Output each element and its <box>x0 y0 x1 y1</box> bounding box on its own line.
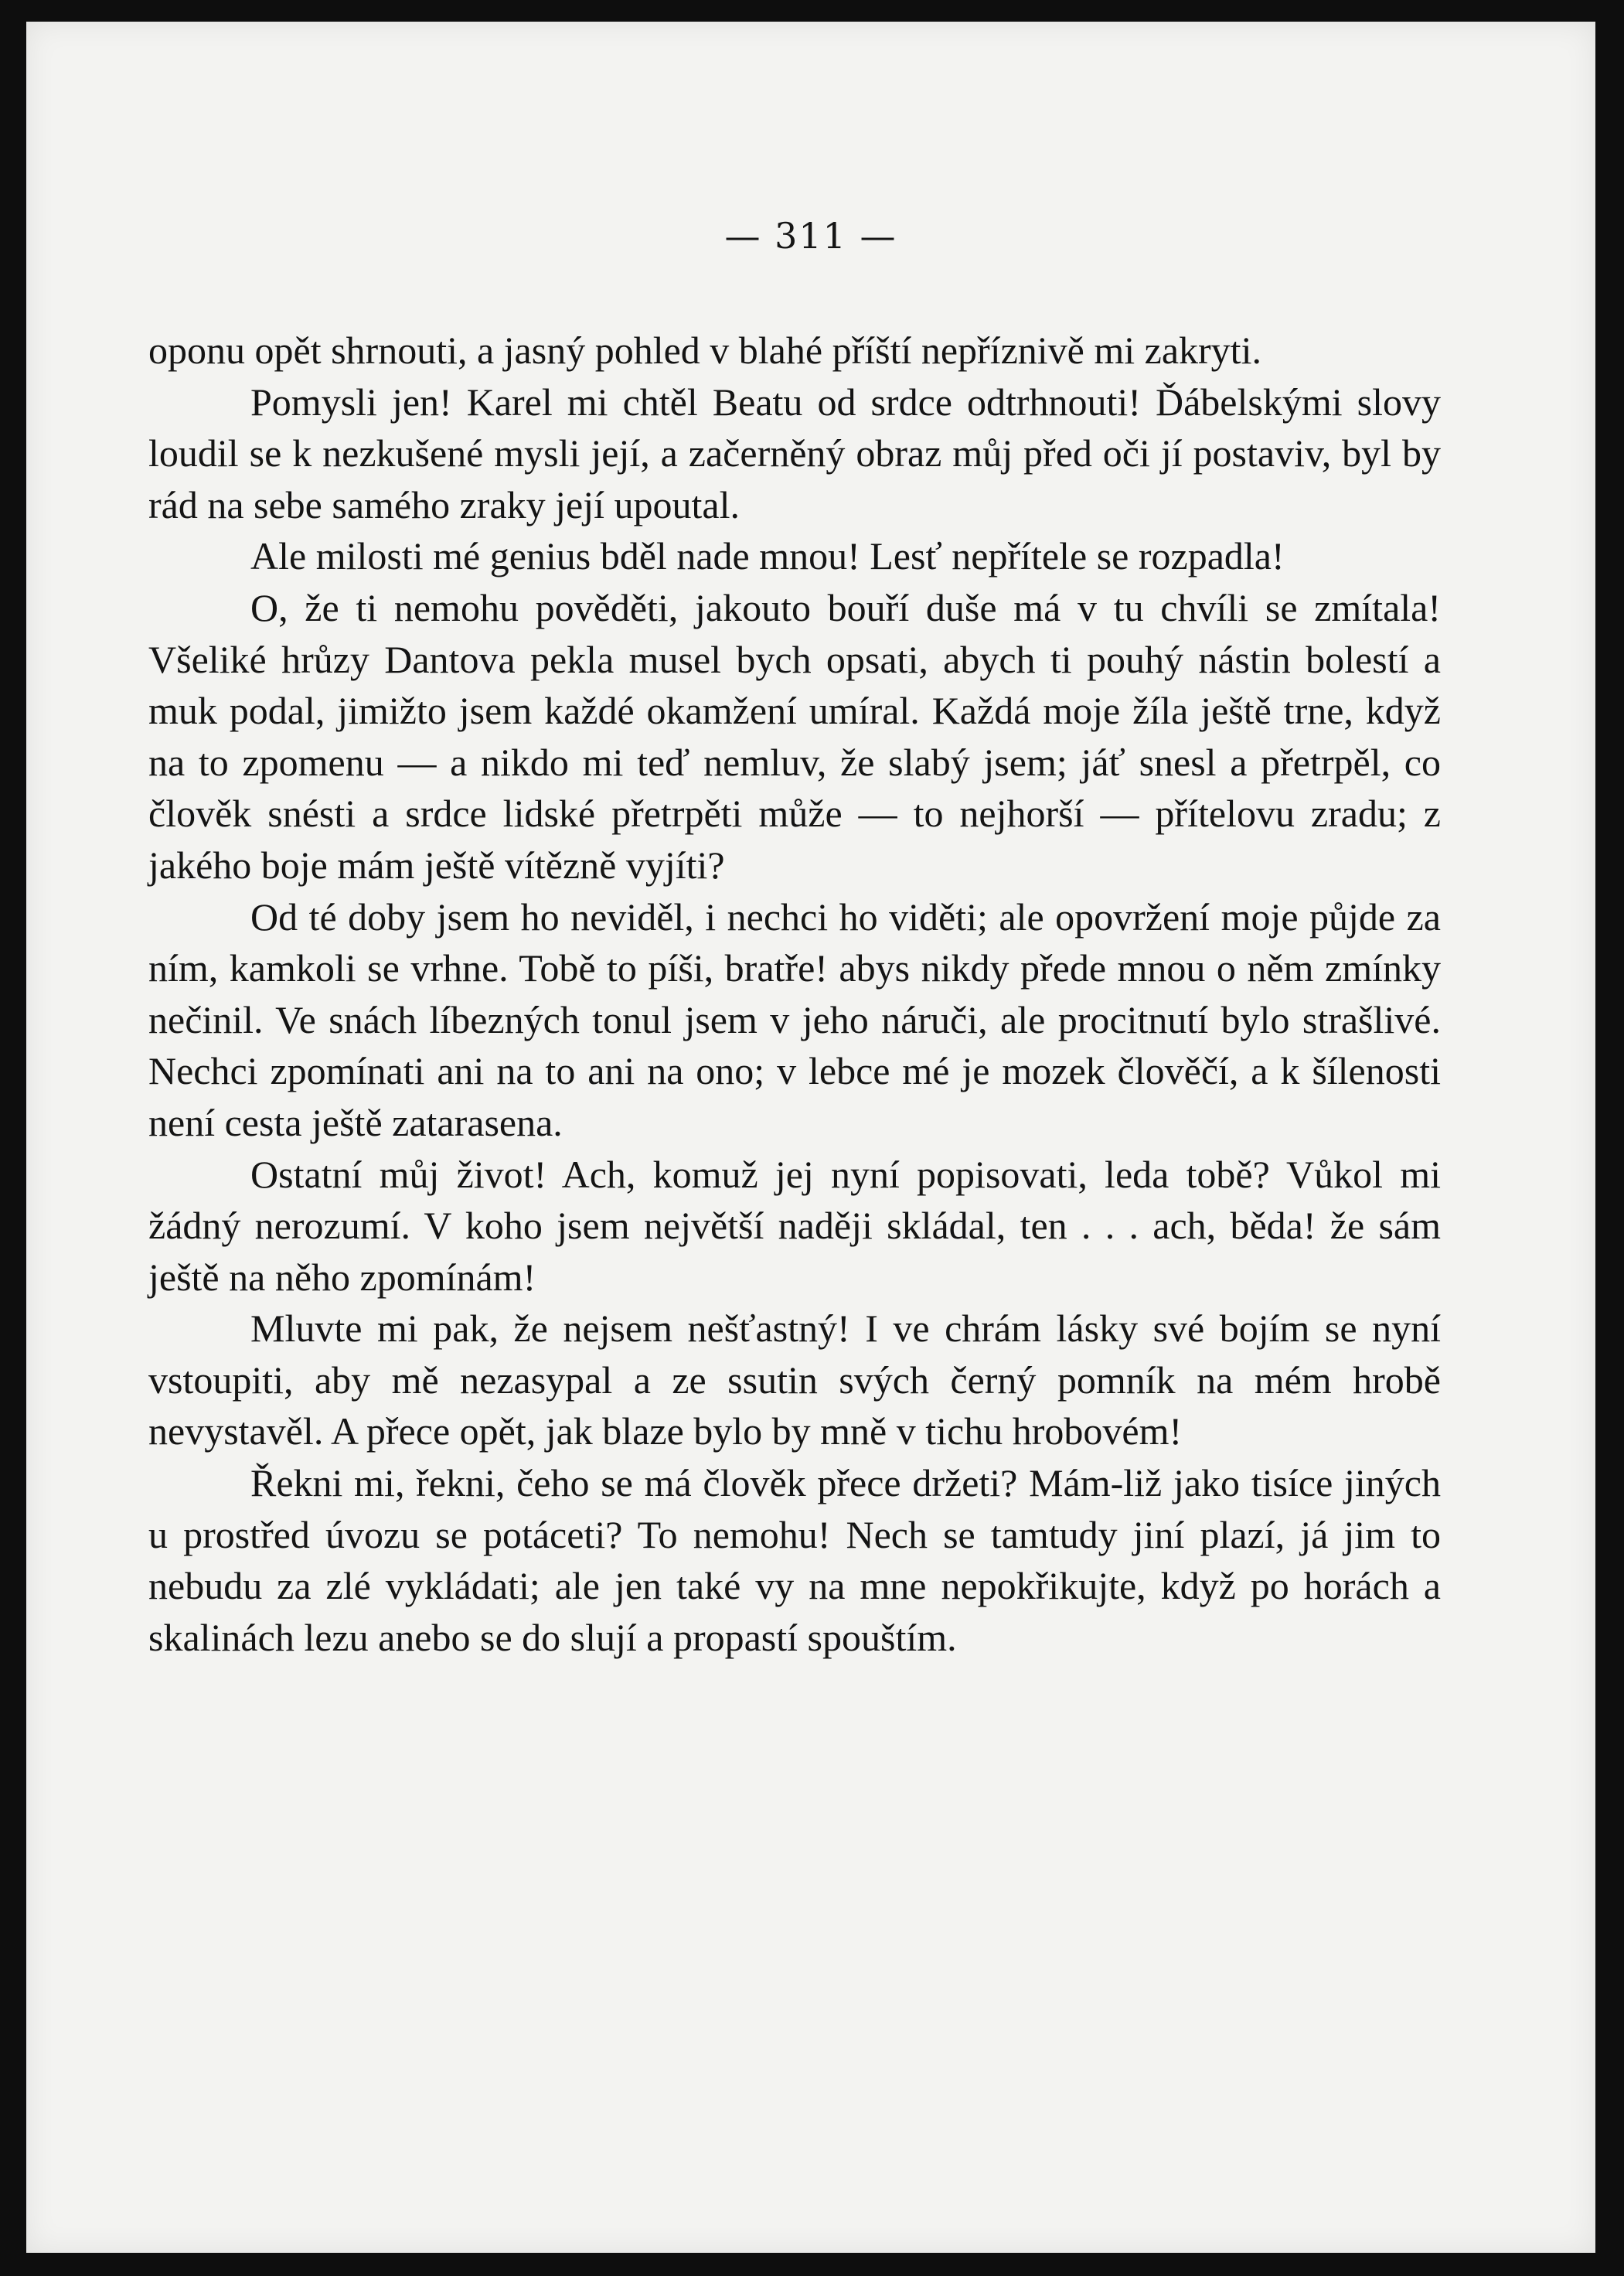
page-body-text <box>148 325 1441 1663</box>
paragraph-karel: Pomysli jen! Karel mi chtěl Beatu od srdce odtrhnouti! Ďábelskými slovy loudil se k nezkušené mysli její, a začerněný obraz můj před oči jí postaviv, byl by rád na sebe samého zraky její upoutal. <box>148 380 1441 526</box>
page-number: — 311 — <box>724 215 897 257</box>
paragraph-life: Ostatní můj život! Ach, komuž jej nyní popisovati, leda tobě? Vůkol mi žádný nerozumí. V koho jsem největší naději skládal, ten . . . ach, běda! že sám ještě na něho zpomínám! <box>148 1152 1441 1299</box>
paragraph-storm: O, že ti nemohu pověděti, jakouto bouří duše má v tu chvíli se zmítala! Všeliké hrůzy Dantova pekla musel bych opsati, abych ti pouhý nástin bolestí a muk podal, jimižto jsem každé okamžení umíral. Každá moje žíla ještě trne, když na to zpomenu — a nikdo mi teď nemluv, že slabý jsem; jáť snesl a přetrpěl, co člověk snésti a srdce lidské přetrpěti může — to nejhorší — přítelovu zradu; z jakého boje mám ještě vítězně vyjíti? <box>148 585 1441 887</box>
paragraph-unhappy: Mluvte mi pak, že nejsem nešťastný! I ve chrám lásky své bojím se nyní vstoupiti, aby mě nezasypal a ze ssutin svých černý pomník na mém hrobě nevystavěl. A přece opět, jak blaze bylo by mně v tichu hrobovém! <box>148 1307 1441 1453</box>
paragraph-contempt: Od té doby jsem ho neviděl, i nechci ho viděti; ale opovržení moje půjde za ním, kamkoli se vrhne. Tobě to píši, bratře! abys nikdy přede mnou o něm zmínky nečinil. Ve snách líbezných tonul jsem v jeho náruči, ale procitnutí bylo strašlivé. Nechci zpomínati ani na to ani na ono; v lebce mé je mozek člověčí, a k šílenosti není cesta ještě zatarasena. <box>148 894 1441 1144</box>
paragraph-genius: Ale milosti mé genius bděl nade mnou! Lesť nepřítele se rozpadla! <box>250 534 1285 578</box>
paragraph-question: Řekni mi, řekni, čeho se má člověk přece držeti? Mám-liž jako tisíce jiných u prostřed úvozu se potáceti? To nemohu! Nech se tamtudy jiní plazí, já jim to nebudu za zlé vykládati; ale jen také vy na mne nepokřikujte, když po horách a skalinách lezu anebo se do slují a propastí spouštím. <box>148 1461 1441 1659</box>
book-page <box>26 22 1595 2253</box>
paragraph-continuation: oponu opět shrnouti, a jasný pohled v blahé příští nepříznivě mi zakryti. <box>148 329 1261 372</box>
